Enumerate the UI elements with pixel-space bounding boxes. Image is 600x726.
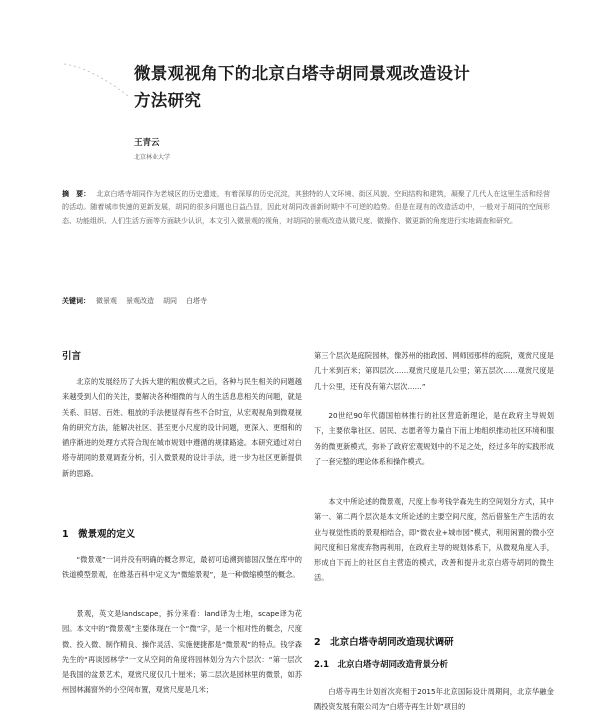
- section-2-heading: 2 北京白塔寺胡同改造现状调研: [314, 637, 454, 648]
- paper-title-line-2: 方法研究: [134, 91, 202, 110]
- keyword: 微景观: [96, 297, 117, 305]
- section-1-heading: 1 微景观的定义: [62, 529, 136, 540]
- keywords-label: 关键词：: [62, 297, 90, 305]
- abstract: [62, 188, 550, 228]
- intro-paragraph: 北京的发展经历了大拆大建的粗放模式之后，各种与民生相关的问题越来越受到人们的关注，要解决各种细微的与人的生活息息相关的问题，就是关系、旧居、百姓、粗放的手法便显得有些不合时宜，从宏观视角到微观视角的研究方法，能解决社区、甚至更小尺度的设计问题，更深入、更细和的循序渐进的处理方式符合现在城市规划中遵循的规律路途。本研究通过对白塔寺胡同的景观调查分析，引入微景观的设计手法，进一步为社区更新提供新的思路。: [62, 377, 302, 478]
- keyword: 胡同: [163, 297, 177, 305]
- right-paragraph-3: 本文中所论述的微景观，尺度上参考钱学森先生的空间划分方式，其中第一、第二两个层次是本文所论述的主要空间尺度，然后借鉴生产生活的农业与视觉性质的景观相结合，即“微农业+城市园”模式，利用闲置的微小空间尺度和日常废弃物再利用，在政府主导的规划体系下，从微观角度入手，形成自下而上的社区自主营造的模式，改善和提升北京白塔寺胡同的微生活。: [314, 497, 554, 583]
- keyword: 白塔寺: [186, 297, 207, 305]
- abstract-text: 北京白塔寺胡同作为老城区的历史遗迹，有着深厚的历史沉淀，其独特的人文环境、街区风貌、空间结构和建筑，凝聚了几代人在这里生活和经营的活动。随着城市快速的更新发展，胡同的很多问题也日益凸显，因此对胡同改善新时期中不可逆的趋势。但是在现有的改造活动中，一般对于胡同的空间形态、功能组织、人们生活方面等方面缺少认识，本文引入微景观的视角，对胡同的景观改造从微尺度、微操作、微更新的角度进行实地调查和研究。: [62, 190, 550, 225]
- section-1-paragraph-2: 景观，英文是landscape，拆分来看：land译为土地，scape译为花园。本文中的“微景观”主要体现在一个“微”字，是一个相对性的概念，尺度微、投入微、制作精良、操作灵活、实施便捷都是“微景观”的特点。钱学森先生的“再谈园林学”一文从空间的角度将园林划分为六个层次：“第一层次是我国的盆景艺术，观赏尺度仅几十厘米；第二层次是园林里的微景，如苏州园林漏窗外的小空间布置，观赏尺度是几米；: [62, 609, 302, 695]
- keywords: [62, 296, 550, 306]
- section-2-1-heading: 2.1 北京白塔寺胡同改造背景分析: [314, 660, 449, 670]
- section-1-paragraph-1: “微景观”一词并没有明确的概念界定，最初可追溯到德国汉堡在库中的铁道模型景观，在维基百科中定义为“微缩景观”，是一种微缩模型的概念。: [62, 555, 302, 580]
- scan-corner-mark: [62, 62, 132, 102]
- continued-paragraph: 第三个层次是庭院园林，像苏州的拙政园、网师园那样的庭院，观赏尺度是几十米到百米；第四层次……观赏尺度是几公里；第五层次……观赏尺度是几十公里，还有没有第六层次……”: [314, 351, 554, 391]
- intro-heading: 引言: [62, 351, 82, 362]
- abstract-label: 摘 要：: [62, 190, 91, 198]
- paper-title: [134, 60, 554, 114]
- author-name: 王青云: [134, 138, 160, 148]
- keyword: 景观改造: [126, 297, 154, 305]
- section-2-1-paragraph: 白塔寺再生计划首次亮相于2015年北京国际设计周期间，北京华融金隅投资发展有限公司为“白塔寺再生计划”项目的: [314, 687, 554, 712]
- paper-title-line-1: 微景观视角下的北京白塔寺胡同景观改造设计: [134, 64, 470, 83]
- author-affiliation: 北京林业大学: [134, 154, 171, 161]
- right-paragraph-2: 20世纪90年代德国柏林推行的社区营造新理论，是在政府主导规划下，主要依靠社区、居民、志愿者等力量自下而上地组织推动社区环境和服务的微更新模式，弥补了政府宏观规划中的不足之处，经过多年的实践形成了一套完整的理论体系和操作模式。: [314, 411, 554, 466]
